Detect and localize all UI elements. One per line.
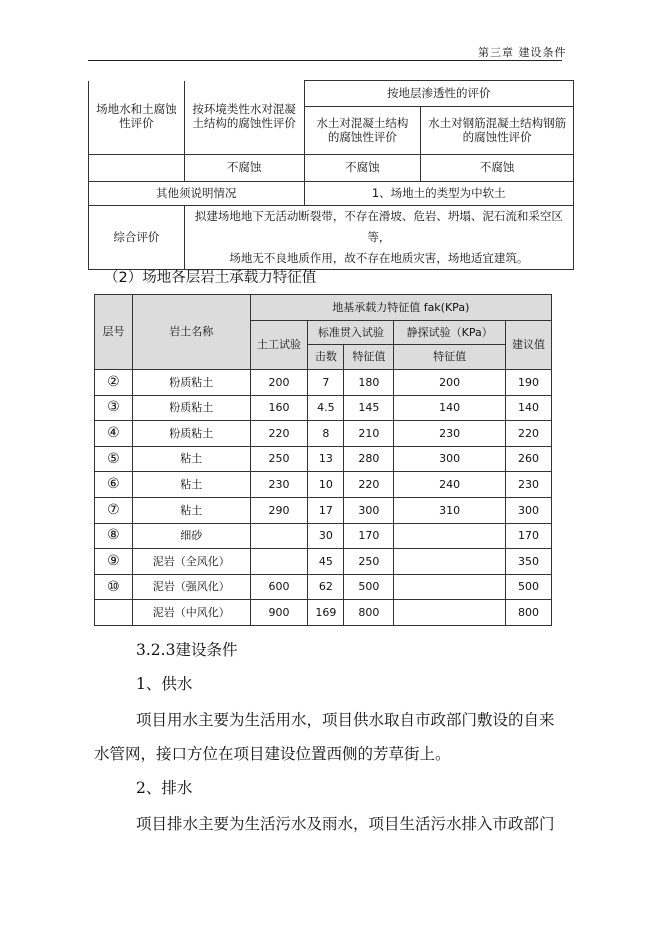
cell-blows: 45 [308,549,344,575]
layer-number: ⑩ [107,578,120,595]
cell-spt: 250 [344,549,394,575]
cell-geo [250,549,308,575]
cell-suggest: 350 [506,549,552,575]
cell-blows: 30 [308,523,344,549]
table-row [95,446,552,472]
header-static: 静探试验（KPa） [394,321,506,345]
env-eval-label: 按环境类性水对混凝土结构的腐蚀性评价 [192,102,296,131]
cell-spt: 300 [344,497,394,523]
perm-eval-header: 按地层渗透性的评价 [304,81,573,107]
table-row [95,421,552,447]
env-eval-cell [184,81,304,155]
cell-no [95,472,133,498]
table-row [95,497,552,523]
cell-name: 粉质粘土 [132,421,250,447]
page-header: 第三章 建设条件 [478,46,567,59]
cell-no [95,549,133,575]
cell-no [95,421,133,447]
cell-geo: 230 [250,472,308,498]
para2-line1: 项目排水主要为生活污水及雨水，项目生活污水排入市政部门 [136,815,555,833]
layer-number: ③ [107,399,120,416]
cell-name: 细砂 [132,523,250,549]
cell-suggest: 800 [506,600,552,626]
other-value: 1、场地土的类型为中软土 [304,182,573,206]
summary-line-2: 场地无不良地质作用，故不存在地质灾害，场地适宜建筑。 [229,251,529,265]
para1-line1: 项目用水主要为生活用水，项目供水取自市政部门敷设的自来 [136,711,555,729]
table-row [95,549,552,575]
cell-no [95,395,133,421]
cell-blows: 10 [308,472,344,498]
cell-geo [250,523,308,549]
cell-geo: 600 [250,574,308,600]
water-soil-concrete-header [304,107,421,155]
layer-number: ⑤ [107,450,120,467]
cell-name: 粘土 [132,472,250,498]
water-soil-rebar-label: 水土对钢筋混凝土结构钢筋的腐蚀性评价 [428,115,567,144]
item-drainage: 2、排水 [136,779,193,797]
layer-number: ⑦ [107,501,120,518]
cell-blows: 13 [308,446,344,472]
cell-geo: 290 [250,497,308,523]
bearing-capacity-table [94,294,552,626]
cell-name: 粘土 [132,497,250,523]
cell-name: 粉质粘土 [132,370,250,396]
cell-suggest: 300 [506,497,552,523]
cell-geo: 200 [250,370,308,396]
result-empty-cell [89,155,185,182]
header-suggest: 建议值 [506,321,552,370]
cell-name: 泥岩（全风化） [132,549,250,575]
cell-static: 240 [394,472,506,498]
cell-geo: 220 [250,421,308,447]
cell-no [95,370,133,396]
cell-no [95,574,133,600]
cell-blows: 8 [308,421,344,447]
section-title: （2）场地各层岩土承载力特征值 [104,270,317,286]
layer-number: ⑥ [107,476,120,493]
cell-static [394,574,506,600]
summary-value-cell [184,206,573,270]
cell-static: 310 [394,497,506,523]
layer-number: ② [107,373,120,390]
cell-static: 200 [394,370,506,396]
result-rebar: 不腐蚀 [421,155,574,182]
cell-suggest: 500 [506,574,552,600]
cell-no [95,523,133,549]
table-row [95,472,552,498]
result-env: 不腐蚀 [184,155,304,182]
cell-geo: 250 [250,446,308,472]
cell-name: 泥岩（强风化） [132,574,250,600]
layer-number: ⑧ [107,527,120,544]
cell-blows: 7 [308,370,344,396]
cell-spt: 500 [344,574,394,600]
cell-spt: 170 [344,523,394,549]
summary-line-1: 拟建场地地下无活动断裂带，不存在滑坡、危岩、坍塌、泥石流和采空区等， [194,209,563,244]
water-soil-concrete-label: 水土对混凝土结构的腐蚀性评价 [316,115,409,144]
cell-blows: 62 [308,574,344,600]
header-group: 地基承载力特征值 fak(KPa) [250,295,551,321]
cell-suggest: 140 [506,395,552,421]
cell-static: 300 [394,446,506,472]
cell-spt: 210 [344,421,394,447]
cell-no [95,446,133,472]
cell-name: 泥岩（中风化） [132,600,250,626]
cell-suggest: 220 [506,421,552,447]
header-char: 特征值 [344,345,394,370]
header-spt: 标准贯入试验 [308,321,394,345]
cell-name: 粉质粘土 [132,395,250,421]
cell-spt: 145 [344,395,394,421]
summary-label: 综合评价 [89,206,185,270]
water-soil-rebar-header [421,107,574,155]
cell-geo: 160 [250,395,308,421]
cell-spt: 800 [344,600,394,626]
header-divider [88,60,562,61]
corrosion-label: 场地水和土腐蚀性评价 [96,102,177,131]
corrosion-label-cell [89,81,185,155]
header-char-2: 特征值 [394,345,506,370]
cell-spt: 180 [344,370,394,396]
layer-number: ④ [107,425,120,442]
cell-spt: 280 [344,446,394,472]
table-row [95,600,552,626]
cell-static [394,600,506,626]
table-row [95,523,552,549]
header-blows: 击数 [308,345,344,370]
cell-static: 230 [394,421,506,447]
cell-blows: 17 [308,497,344,523]
header-geo: 土工试验 [250,321,308,370]
result-concrete: 不腐蚀 [304,155,421,182]
item-water-supply: 1、供水 [136,675,193,693]
cell-no [95,600,133,626]
cell-static [394,549,506,575]
header-layer: 层号 [95,295,133,370]
cell-static [394,523,506,549]
para1-line2: 水管网，接口方位在项目建设位置西侧的芳草街上。 [94,745,451,763]
corrosion-evaluation-table [88,80,574,270]
table-row [95,395,552,421]
cell-geo: 900 [250,600,308,626]
cell-static: 140 [394,395,506,421]
header-name: 岩土名称 [132,295,250,370]
cell-blows: 4.5 [308,395,344,421]
table-row [95,574,552,600]
cell-suggest: 170 [506,523,552,549]
heading-3-2-3: 3.2.3建设条件 [136,641,238,659]
cell-suggest: 260 [506,446,552,472]
cell-spt: 220 [344,472,394,498]
other-label: 其他须说明情况 [89,182,305,206]
cell-suggest: 190 [506,370,552,396]
cell-name: 粘土 [132,446,250,472]
layer-number: ⑨ [107,553,120,570]
cell-suggest: 230 [506,472,552,498]
cell-blows: 169 [308,600,344,626]
table-row [95,370,552,396]
cell-no [95,497,133,523]
